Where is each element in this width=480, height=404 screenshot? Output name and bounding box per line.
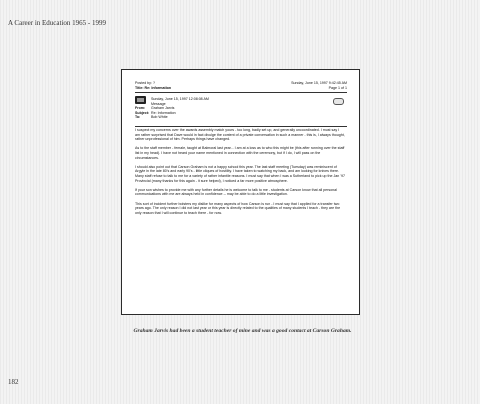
message-sent <box>151 97 209 106</box>
title-value: Re: Information <box>144 85 172 90</box>
posted-by-label: Posted by: <box>135 81 152 85</box>
email-printout <box>135 81 347 303</box>
email-scan-image <box>121 69 360 315</box>
email-header-right <box>291 81 347 90</box>
from-label: From: <box>135 106 146 110</box>
message-paragraph: If your son wishes to provide me with any further details he is welcome to talk to me - students at Carson know that all personal communications with me are always held in confidence -- may be able to do a little investigation. <box>135 187 337 197</box>
title-label: Title: <box>135 85 144 90</box>
message-paragraph: This sort of incident further bolsters my dislike for many aspects of how Carson is run - I must say that I applied for a transfer two years ago. The only reason I did not last year or this year is directly related to the qualities of many students I teach - they are the only reason that I will continue to teach there - for now. <box>135 201 341 215</box>
attachment-icon <box>333 98 344 105</box>
page-number: 182 <box>8 378 19 386</box>
subject-value: Re: Information <box>151 110 176 115</box>
message-label: Message <box>151 101 166 106</box>
message-paragraph: I should also point out that Carson Graham is not a happy school this year. The last staff meeting (Tuesday) was reminiscent of Argyle in the late 80's and early 90's - little cliques of hostility. I have taken to watching my back, and am looking for knives there. Many staff refuse to talk to me for a variety of rather infantile reasons. I must say that when I was a Sutherland to pick up the Jan '97 Provincial (many thanks for this again - it sure helped), I noticed a far more positive atmosphere. <box>135 164 345 183</box>
from-value: Graham Jarvis <box>151 106 175 110</box>
message-body <box>135 128 345 220</box>
meta-divider <box>135 126 347 127</box>
message-paragraph: As to the staff member - female, taught at Balmoral last year... I am at a loss as to who this might be (this after running over the staff list in my head). I have not heard your name mentioned in connection with the ceremony, but if I do, I will pass on the circumstances. <box>135 146 345 160</box>
email-header-left <box>135 81 171 90</box>
message-meta <box>135 106 176 120</box>
figure-caption: Graham Jarvis had been a student teacher of mine and was a good contact at Carson Graham. <box>133 328 352 334</box>
message-paragraph: I suspect my concerns over the awards assembly match yours - too long, badly set up, and generally uncoordinated. I must say I am rather surprised that Dave would in fact divulge the content of a private conversation in such a manner - this is, I always thought, rather unprofessional of him. Perhaps things have changed. <box>135 128 345 142</box>
subject-label: Subject: <box>135 110 150 115</box>
to-value: Bob White <box>151 115 168 120</box>
running-head: A Career in Education 1965 - 1999 <box>8 19 106 27</box>
header-date: Sunday, June 15, 1997 9:42:45 AM <box>291 81 347 85</box>
header-divider <box>135 92 347 93</box>
message-icon <box>135 96 146 104</box>
posted-by-value: ? <box>152 81 155 85</box>
to-label: To: <box>135 115 141 120</box>
page-info: Page 1 of 1 <box>328 85 347 90</box>
message-date: Sunday, June 15, 1997 12:08:08 AM <box>151 97 209 101</box>
